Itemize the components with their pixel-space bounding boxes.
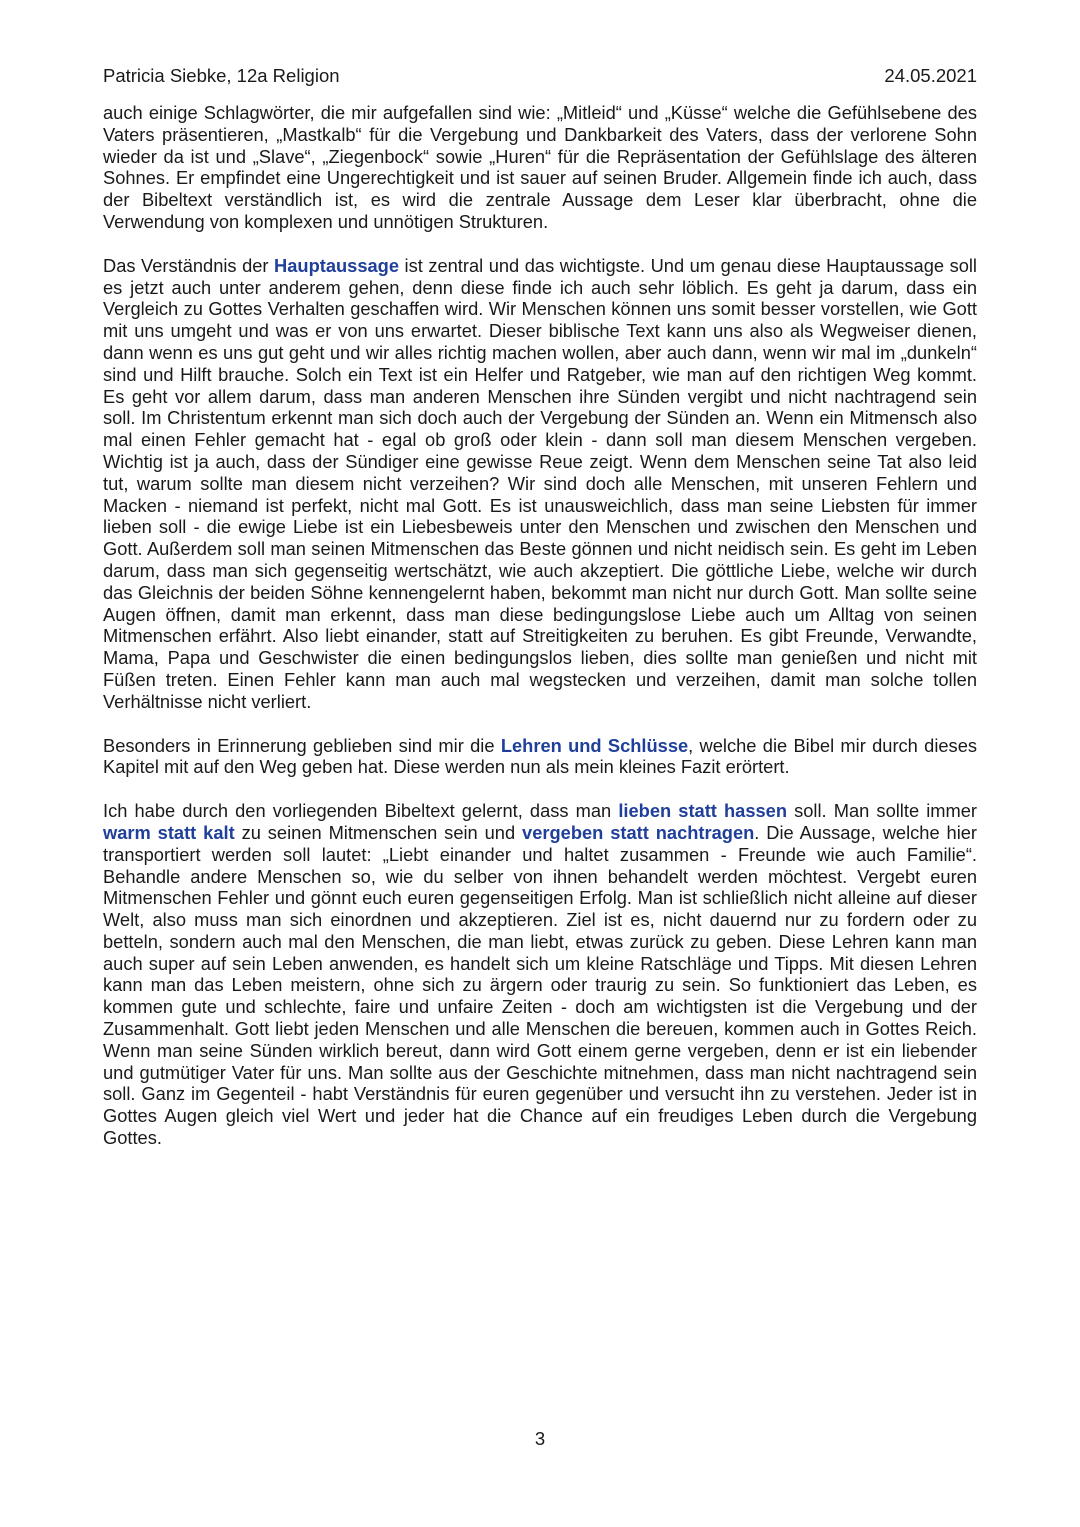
paragraph-text: . Die Aussage, welche hier transportiert werden soll lautet: „Liebt einander und haltet zusammen - Freunde wie auch Familie“. Behandle andere Menschen so, wie du selber von ihnen behandelt werden möchtest. Vergebt euren Mitmenschen Fehler und gönnt euch euren gegenseitigen Erfolg. Man ist schließlich nicht alleine auf dieser Welt, also muss man sich einordnen und akzeptieren. Ziel ist es, nicht dauernd nur zu fordern oder zu betteln, sondern auch mal den Menschen, die man liebt, etwas zurück zu geben. Diese Lehren kann man auch super auf sein Leben anwenden, es handelt sich um kleine Ratschläge und Tipps. Mit diesen Lehren kann man das Leben meistern, ohne sich zu ärgern oder traurig zu sein. So funktioniert das Leben, es kommen gute und schlechte, faire und unfaire Zeiten - doch am wichtigsten ist die Vergebung und der Zusammenhalt. Gott liebt jeden Menschen und alle Menschen die bereuen, kommen auch in Gottes Reich. Wenn man seine Sünden wirklich bereut, dann wird Gott einem gerne vergeben, denn er ist ein liebender und gutmütiger Vater für uns. Man sollte aus der Geschichte mitnehmen, dass man nicht nachtragend sein soll. Ganz im Gegenteil - habt Verständnis für euren gegenüber und versucht ihn zu verstehen. Jeder ist in Gottes Augen gleich viel Wert und jeder hat die Chance auf ein freudiges Leben durch die Vergebung Gottes.: [103, 821, 978, 1149]
paragraph-text: zu seinen Mitmenschen sein und: [234, 821, 523, 843]
page-number: 3: [534, 1428, 546, 1449]
paragraph-text: ist zentral und das wichtigste. Und um genau diese Hauptaussage soll es jetzt auch unter anderem gehen, denn diese finde ich auch sehr löblich. Es geht ja darum, dass ein Vergleich zu Gottes Verhalten geschaffen wird. Wir Menschen können uns somit besser vorstellen, wie Gott mit uns umgeht und was er von uns erwartet. Dieser biblische Text kann uns also als Wegweiser dienen, dann wenn es uns gut geht und wir alles richtig machen wollen, aber auch dann, wenn wir mal im „dunkeln“ sind und Hilft brauche. Solch ein Text ist ein Helfer und Ratgeber, wie man auf den richtigen Weg kommt. Es geht vor allem darum, dass man anderen Menschen ihre Sünden vergibt und nicht nachtragend sein soll. Im Christentum erkennt man sich doch auch der Vergebung der Sünden an. Wenn ein Mitmensch also mal einen Fehler gemacht hat - egal ob groß oder klein - dann soll man diesem Menschen vergeben. Wichtig ist ja auch, dass der Sündiger eine gewisse Reue zeigt. Wenn dem Menschen seine Tat also leid tut, warum sollte man diesem nicht verzeihen? Wir sind doch alle Menschen, mit unseren Fehlern und Macken - niemand ist perfekt, nicht mal Gott. Es ist unausweichlich, dass man seine Liebsten für immer lieben soll - die ewige Liebe ist ein Liebesbeweis unter den Menschen und zwischen den Menschen und Gott. Außerdem soll man seinen Mitmenschen das Beste gönnen und nicht neidisch sein. Es geht im Leben darum, dass man sich gegenseitig wertschätzt, wie auch akzeptiert. Die göttliche Liebe, welche wir durch das Gleichnis der beiden Söhne kennengelernt haben, bekommt man nicht nur durch Gott. Man sollte seine Augen öffnen, damit man erkennt, dass man diese bedingungslose Liebe auch um Alltag von seinen Mitmenschen erfährt. Also liebt einander, statt auf Streitigkeiten zu beruhen. Es gibt Freunde, Verwandte, Mama, Papa und Geschwister die einen bedingungslos lieben, dies sollte man genießen und nicht mit Füßen treten. Einen Fehler kann man auch mal wegstecken und verzeihen, damit man solche tollen Verhältnisse nicht verliert.: [103, 254, 977, 712]
paragraph-text: Besonders in Erinnerung geblieben sind mir die: [103, 734, 501, 756]
author-course: Patricia Siebke, 12a Religion: [103, 65, 340, 86]
page-header: [103, 64, 977, 88]
highlighted-keyword: vergeben statt nachtragen: [522, 821, 755, 843]
paragraph-text: , welche die Bibel mir durch dieses Kapitel mit auf den Weg geben hat. Diese werden nun als mein kleines Fazit erörtert.: [103, 734, 977, 778]
document-date: 24.05.2021: [884, 65, 977, 86]
paragraph-text: auch einige Schlagwörter, die mir aufgefallen sind wie: „Mitleid“ und „Küsse“ welche die Gefühlsebene des Vaters präsentieren, „Mastkalb“ für die Vergebung und Dankbarkeit des Vaters, dass der verlorene Sohn wieder da ist und „Slave“, „Ziegenbock“ sowie „Huren“ für die Repräsentation der Gefühlslage des älteren Sohnes. Er empfindet eine Ungerechtigkeit und ist sauer auf seinen Bruder. Allgemein finde ich auch, dass der Bibeltext verständlich ist, es wird die zentrale Aussage dem Leser klar überbracht, ohne die Verwendung von komplexen und unnötigen Strukturen.: [103, 102, 977, 232]
paragraph-text: Ich habe durch den vorliegenden Bibeltext gelernt, dass man: [103, 800, 619, 822]
paragraph-text: soll. Man sollte immer: [787, 800, 977, 822]
body-text: [103, 102, 977, 1171]
highlighted-keyword: Hauptaussage: [274, 254, 399, 276]
paragraph: [103, 800, 977, 1149]
paragraph: [103, 255, 977, 713]
paragraph-text: Das Verständnis der: [103, 254, 275, 276]
highlighted-keyword: lieben statt hassen: [618, 800, 787, 822]
paragraph: [103, 102, 977, 233]
highlighted-keyword: Lehren und Schlüsse: [500, 734, 689, 756]
highlighted-keyword: warm statt kalt: [103, 821, 235, 843]
paragraph: [103, 735, 977, 779]
